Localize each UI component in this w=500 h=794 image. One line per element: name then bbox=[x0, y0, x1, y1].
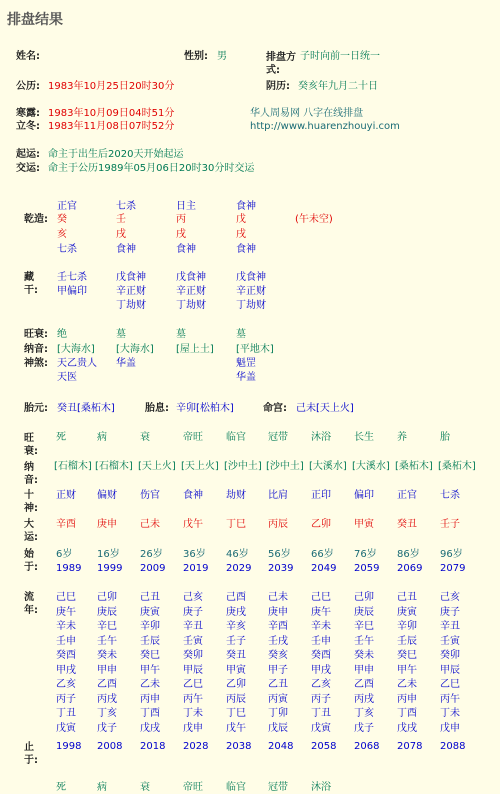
dayun-ganzhi: 丙辰 bbox=[268, 519, 288, 530]
dayun-end-year: 2028 bbox=[183, 741, 209, 752]
bottom-wangshuai: 帝旺 bbox=[183, 782, 203, 793]
dayun-age: 16岁 bbox=[97, 549, 120, 560]
liunian-item: 壬午 bbox=[354, 635, 374, 647]
liunian-item: 辛未 bbox=[56, 621, 76, 632]
dayun-shishen: 七杀 bbox=[440, 490, 460, 501]
shensha-item: 天乙贵人 bbox=[57, 358, 97, 369]
liunian-item: 丙戌 bbox=[97, 693, 117, 705]
lunar-value: 癸亥年九月二十日 bbox=[298, 81, 378, 92]
liunian-item: 壬戌 bbox=[268, 635, 288, 647]
canggan-item: 丁劫财 bbox=[176, 300, 206, 311]
liunian-item: 己亥 bbox=[440, 592, 460, 603]
liunian-item: 癸卯 bbox=[183, 650, 203, 661]
liunian-item: 辛丑 bbox=[183, 621, 203, 632]
dayun-wangshuai: 帝旺 bbox=[183, 432, 203, 443]
liunian-item: 己酉 bbox=[226, 592, 246, 603]
nayin-value: [大海水] bbox=[57, 344, 95, 355]
liunian-item: 乙巳 bbox=[183, 679, 203, 690]
liunian-item: 乙酉 bbox=[354, 679, 374, 690]
wangshuai-value: 绝 bbox=[57, 329, 67, 340]
dayun-nayin: [天上火] bbox=[138, 461, 176, 472]
page-title: 排盘结果 bbox=[7, 12, 63, 28]
pillar-shishen: 食神 bbox=[236, 201, 256, 212]
liunian-item: 壬辰 bbox=[140, 635, 160, 647]
liunian-item: 戊午 bbox=[226, 722, 246, 734]
liunian-item: 丙辰 bbox=[226, 693, 246, 705]
dayun-row-label: 纳音: bbox=[24, 462, 38, 486]
liunian-item: 丁亥 bbox=[354, 708, 374, 719]
liunian-item: 甲辰 bbox=[183, 664, 203, 676]
nayin-value: [屋上土] bbox=[176, 344, 214, 355]
liunian-item: 丁酉 bbox=[140, 708, 160, 719]
dayun-end-year: 2048 bbox=[268, 741, 294, 752]
dayun-wangshuai: 沐浴 bbox=[311, 432, 331, 443]
dayun-wangshuai: 死 bbox=[56, 432, 66, 443]
liunian-item: 乙亥 bbox=[311, 679, 331, 690]
taixi-label: 胎息: bbox=[145, 403, 169, 414]
dayun-shishen: 食神 bbox=[183, 490, 203, 501]
dayun-nayin: [沙中土] bbox=[266, 461, 304, 472]
liunian-item: 乙卯 bbox=[226, 679, 246, 690]
dayun-shishen: 比肩 bbox=[268, 490, 288, 501]
liunian-item: 癸未 bbox=[97, 650, 117, 661]
liunian-item: 戊戌 bbox=[140, 722, 160, 734]
dayun-start-year: 2039 bbox=[268, 563, 294, 574]
liunian-item: 丁未 bbox=[183, 708, 203, 719]
shensha-item: 天医 bbox=[57, 372, 77, 383]
canggan-item: 丁劫财 bbox=[116, 300, 146, 311]
liunian-item: 辛巳 bbox=[354, 621, 374, 632]
liunian-item: 庚子 bbox=[183, 606, 203, 618]
liunian-item: 甲子 bbox=[268, 664, 288, 676]
dayun-age: 76岁 bbox=[354, 549, 377, 560]
dayun-nayin: [石榴木] bbox=[54, 461, 92, 472]
solar-label: 公历: bbox=[16, 81, 40, 92]
taiyuan-label: 胎元: bbox=[24, 403, 48, 414]
dayun-start-year: 1989 bbox=[56, 563, 82, 574]
dayun-row-label: 旺衰: bbox=[24, 433, 38, 457]
pillar-shishen: 正官 bbox=[57, 201, 77, 212]
liunian-item: 辛亥 bbox=[226, 621, 246, 632]
pillar-shishen: 七杀 bbox=[116, 201, 136, 212]
liunian-item: 丁巳 bbox=[226, 708, 246, 719]
dayun-nayin: [大溪水] bbox=[309, 461, 347, 472]
lidong-label: 立冬: bbox=[16, 121, 40, 132]
pillar-zhi: 亥 bbox=[57, 229, 67, 240]
solar-value: 1983年10月25日20时30分 bbox=[48, 81, 175, 92]
liunian-item: 己亥 bbox=[183, 592, 203, 603]
jiaoyun-value: 命主于公历1989年05月06日20时30分时交运 bbox=[48, 163, 255, 174]
liunian-item: 丙戌 bbox=[354, 693, 374, 705]
method-label: 排盘方式: bbox=[266, 52, 296, 76]
liunian-item: 庚申 bbox=[268, 606, 288, 618]
liunian-item: 甲辰 bbox=[440, 664, 460, 676]
liunian-item: 癸未 bbox=[354, 650, 374, 661]
liunian-item: 乙未 bbox=[140, 679, 160, 690]
liunian-item: 丙子 bbox=[56, 693, 76, 705]
method-value: 子时向前一日统一 bbox=[300, 51, 380, 62]
liunian-item: 庚子 bbox=[440, 606, 460, 618]
minggong-label: 命宫: bbox=[263, 403, 287, 414]
bottom-wangshuai: 临官 bbox=[226, 782, 246, 793]
qianzao-label: 乾造: bbox=[24, 214, 48, 225]
liunian-item: 己卯 bbox=[354, 592, 374, 603]
dayun-row-label: 始于: bbox=[24, 549, 38, 573]
liunian-item: 壬子 bbox=[226, 635, 246, 647]
qiyun-label: 起运: bbox=[16, 149, 40, 160]
jiaoyun-label: 交运: bbox=[16, 163, 40, 174]
liunian-item: 丁卯 bbox=[268, 708, 288, 719]
liunian-item: 甲申 bbox=[97, 664, 117, 676]
canggan-item: 甲偏印 bbox=[57, 286, 87, 297]
dayun-end-year: 2058 bbox=[311, 741, 337, 752]
liunian-item: 戊子 bbox=[354, 722, 374, 734]
liunian-item: 庚午 bbox=[56, 606, 76, 618]
canggan-item: 戊食神 bbox=[116, 272, 146, 283]
liunian-item: 丙午 bbox=[440, 693, 460, 705]
dayun-ganzhi: 乙卯 bbox=[311, 519, 331, 530]
liunian-item: 己未 bbox=[268, 592, 288, 603]
dayun-end-year: 2018 bbox=[140, 741, 166, 752]
dayun-start-year: 2059 bbox=[354, 563, 380, 574]
nayin-label: 纳音: bbox=[24, 344, 48, 355]
shensha-item: 魁罡 bbox=[236, 358, 256, 369]
liunian-item: 辛酉 bbox=[268, 621, 288, 632]
dayun-start-year: 2019 bbox=[183, 563, 209, 574]
liunian-item: 戊申 bbox=[183, 722, 203, 734]
dayun-start-year: 2079 bbox=[440, 563, 466, 574]
wangshuai-value: 墓 bbox=[176, 329, 186, 340]
liunian-item: 乙巳 bbox=[440, 679, 460, 690]
dayun-nayin: [沙中土] bbox=[224, 461, 262, 472]
pillar-gan: 丙 bbox=[176, 214, 186, 225]
liunian-item: 辛未 bbox=[311, 621, 331, 632]
dayun-age: 66岁 bbox=[311, 549, 334, 560]
liunian-item: 癸丑 bbox=[226, 650, 246, 661]
dayun-end-year: 2088 bbox=[440, 741, 466, 752]
liunian-item: 辛卯 bbox=[140, 621, 160, 632]
liunian-item: 庚戌 bbox=[226, 606, 246, 618]
dayun-age: 56岁 bbox=[268, 549, 291, 560]
pillar-gan: 壬 bbox=[116, 214, 126, 225]
dayun-end-year: 2078 bbox=[397, 741, 423, 752]
liunian-item: 庚寅 bbox=[140, 606, 160, 618]
dayun-ganzhi: 辛酉 bbox=[56, 519, 76, 530]
dayun-end-year: 2008 bbox=[97, 741, 123, 752]
liunian-item: 己丑 bbox=[140, 592, 160, 603]
dayun-row-label: 流年: bbox=[24, 592, 38, 616]
liunian-item: 甲戌 bbox=[56, 664, 76, 676]
liunian-item: 丁丑 bbox=[311, 708, 331, 719]
dayun-ganzhi: 丁巳 bbox=[226, 519, 246, 530]
canggan-item: 戊食神 bbox=[176, 272, 206, 283]
bottom-wangshuai: 衰 bbox=[140, 782, 150, 793]
liunian-item: 甲戌 bbox=[311, 664, 331, 676]
dayun-ganzhi: 庚申 bbox=[97, 519, 117, 530]
liunian-item: 丁未 bbox=[440, 708, 460, 719]
bottom-wangshuai: 沐浴 bbox=[311, 782, 331, 793]
liunian-item: 辛卯 bbox=[397, 621, 417, 632]
minggong-value: 己未[天上火] bbox=[296, 403, 354, 414]
pillar-zhi-shishen: 七杀 bbox=[57, 244, 77, 255]
dayun-start-year: 2029 bbox=[226, 563, 252, 574]
dayun-age: 86岁 bbox=[397, 549, 420, 560]
dayun-ganzhi: 癸丑 bbox=[397, 519, 417, 530]
shensha-label: 神煞: bbox=[24, 358, 48, 369]
gender-label: 性别: bbox=[184, 51, 208, 62]
kong-value: (午未空) bbox=[295, 214, 333, 225]
dayun-row-label: 十神: bbox=[24, 490, 38, 514]
dayun-shishen: 偏财 bbox=[97, 490, 117, 501]
liunian-item: 甲午 bbox=[140, 664, 160, 676]
wangshuai-value: 墓 bbox=[116, 329, 126, 340]
liunian-item: 壬申 bbox=[56, 635, 76, 647]
pillar-zhi: 戌 bbox=[236, 229, 246, 240]
dayun-nayin: [桑柘木] bbox=[438, 461, 476, 472]
pillar-gan: 癸 bbox=[57, 214, 67, 225]
liunian-item: 丙寅 bbox=[268, 693, 288, 705]
canggan-item: 戊食神 bbox=[236, 272, 266, 283]
liunian-item: 乙酉 bbox=[97, 679, 117, 690]
dayun-age: 96岁 bbox=[440, 549, 463, 560]
liunian-item: 丁丑 bbox=[56, 708, 76, 719]
pillar-zhi-shishen: 食神 bbox=[176, 244, 196, 255]
shensha-item: 华盖 bbox=[236, 372, 256, 383]
dayun-shishen: 劫财 bbox=[226, 490, 246, 501]
liunian-item: 丙子 bbox=[311, 693, 331, 705]
liunian-item: 壬辰 bbox=[397, 635, 417, 647]
dayun-end-year: 1998 bbox=[56, 741, 82, 752]
dayun-end-year: 2038 bbox=[226, 741, 252, 752]
dayun-shishen: 伤官 bbox=[140, 490, 160, 501]
pillar-shishen: 日主 bbox=[176, 201, 196, 212]
liunian-item: 癸卯 bbox=[440, 650, 460, 661]
gender-value: 男 bbox=[217, 51, 227, 62]
dayun-age: 26岁 bbox=[140, 549, 163, 560]
dayun-age: 6岁 bbox=[56, 549, 73, 560]
wangshuai-value: 墓 bbox=[236, 329, 246, 340]
bottom-wangshuai: 冠带 bbox=[268, 782, 288, 793]
canggan-item: 辛正财 bbox=[236, 286, 266, 297]
dayun-nayin: [石榴木] bbox=[95, 461, 133, 472]
liunian-item: 戊戌 bbox=[397, 722, 417, 734]
liunian-item: 壬申 bbox=[311, 635, 331, 647]
liunian-item: 辛丑 bbox=[440, 621, 460, 632]
pillar-zhi-shishen: 食神 bbox=[236, 244, 256, 255]
dayun-start-year: 2049 bbox=[311, 563, 337, 574]
dayun-shishen: 正印 bbox=[311, 490, 331, 501]
lunar-label: 阴历: bbox=[266, 81, 290, 92]
dayun-wangshuai: 衰 bbox=[140, 432, 150, 443]
hanlu-label: 寒露: bbox=[16, 108, 40, 119]
liunian-item: 戊子 bbox=[97, 722, 117, 734]
site-url-link[interactable]: http://www.huarenzhouyi.com bbox=[250, 121, 400, 132]
liunian-item: 庚午 bbox=[311, 606, 331, 618]
dayun-wangshuai: 长生 bbox=[354, 432, 374, 443]
dayun-ganzhi: 己未 bbox=[140, 519, 160, 530]
dayun-end-year: 2068 bbox=[354, 741, 380, 752]
dayun-nayin: [天上火] bbox=[181, 461, 219, 472]
dayun-shishen: 正财 bbox=[56, 490, 76, 501]
dayun-ganzhi: 壬子 bbox=[440, 519, 460, 530]
canggan-item: 壬七杀 bbox=[57, 272, 87, 283]
pillar-gan: 戊 bbox=[236, 214, 246, 225]
liunian-item: 癸酉 bbox=[56, 650, 76, 661]
liunian-item: 壬寅 bbox=[440, 635, 460, 647]
dayun-age: 36岁 bbox=[183, 549, 206, 560]
liunian-item: 丙申 bbox=[397, 693, 417, 705]
dayun-shishen: 正官 bbox=[397, 490, 417, 501]
dayun-wangshuai: 临官 bbox=[226, 432, 246, 443]
dayun-ganzhi: 戊午 bbox=[183, 519, 203, 530]
nayin-value: [平地木] bbox=[236, 344, 274, 355]
liunian-item: 丁酉 bbox=[397, 708, 417, 719]
dayun-age: 46岁 bbox=[226, 549, 249, 560]
liunian-item: 己巳 bbox=[56, 592, 76, 603]
dayun-wangshuai: 病 bbox=[97, 432, 107, 443]
canggan-item: 辛正财 bbox=[176, 286, 206, 297]
liunian-item: 庚辰 bbox=[354, 606, 374, 618]
taixi-value: 辛卯[松柏木] bbox=[176, 403, 234, 414]
lidong-value: 1983年11月08日07时52分 bbox=[48, 121, 175, 132]
dayun-row-label: 止于: bbox=[24, 742, 38, 766]
liunian-item: 丙申 bbox=[140, 693, 160, 705]
liunian-item: 壬午 bbox=[97, 635, 117, 647]
pillar-zhi-shishen: 食神 bbox=[116, 244, 136, 255]
liunian-item: 甲午 bbox=[397, 664, 417, 676]
liunian-item: 丁亥 bbox=[97, 708, 117, 719]
canggan-label: 藏干: bbox=[24, 272, 38, 296]
liunian-item: 乙亥 bbox=[56, 679, 76, 690]
liunian-item: 庚寅 bbox=[397, 606, 417, 618]
liunian-item: 癸亥 bbox=[268, 650, 288, 661]
liunian-item: 甲寅 bbox=[226, 664, 246, 676]
pillar-zhi: 戌 bbox=[116, 229, 126, 240]
dayun-ganzhi: 甲寅 bbox=[354, 519, 374, 530]
site-name[interactable]: 华人周易网 八字在线排盘 bbox=[250, 108, 364, 119]
canggan-item: 辛正财 bbox=[116, 286, 146, 297]
dayun-start-year: 2069 bbox=[397, 563, 423, 574]
liunian-item: 壬寅 bbox=[183, 635, 203, 647]
liunian-item: 甲申 bbox=[354, 664, 374, 676]
dayun-shishen: 偏印 bbox=[354, 490, 374, 501]
liunian-item: 乙丑 bbox=[268, 679, 288, 690]
bottom-wangshuai: 病 bbox=[97, 782, 107, 793]
bottom-wangshuai: 死 bbox=[56, 782, 66, 793]
shensha-item: 华盖 bbox=[116, 358, 136, 369]
wangshuai-label: 旺衰: bbox=[24, 329, 48, 340]
name-label: 姓名: bbox=[16, 51, 40, 62]
qiyun-value: 命主于出生后2020天开始起运 bbox=[48, 149, 184, 160]
dayun-wangshuai: 养 bbox=[397, 432, 407, 443]
dayun-wangshuai: 胎 bbox=[440, 432, 450, 443]
dayun-wangshuai: 冠带 bbox=[268, 432, 288, 443]
liunian-item: 己巳 bbox=[311, 592, 331, 603]
liunian-item: 癸酉 bbox=[311, 650, 331, 661]
dayun-start-year: 1999 bbox=[97, 563, 123, 574]
pillar-zhi: 戌 bbox=[176, 229, 186, 240]
liunian-item: 己卯 bbox=[97, 592, 117, 603]
liunian-item: 丙午 bbox=[183, 693, 203, 705]
canggan-item: 丁劫财 bbox=[236, 300, 266, 311]
liunian-item: 辛巳 bbox=[97, 621, 117, 632]
nayin-value: [大海水] bbox=[116, 344, 154, 355]
dayun-nayin: [桑柘木] bbox=[395, 461, 433, 472]
liunian-item: 庚辰 bbox=[97, 606, 117, 618]
liunian-item: 癸巳 bbox=[397, 650, 417, 661]
dayun-start-year: 2009 bbox=[140, 563, 166, 574]
hanlu-value: 1983年10月09日04时51分 bbox=[48, 108, 175, 119]
liunian-item: 己丑 bbox=[397, 592, 417, 603]
liunian-item: 乙未 bbox=[397, 679, 417, 690]
dayun-row-label: 大运: bbox=[24, 519, 38, 543]
dayun-nayin: [大溪水] bbox=[352, 461, 390, 472]
liunian-item: 癸巳 bbox=[140, 650, 160, 661]
taiyuan-value: 癸丑[桑柘木] bbox=[57, 403, 115, 414]
liunian-item: 戊寅 bbox=[56, 722, 76, 734]
liunian-item: 戊寅 bbox=[311, 722, 331, 734]
liunian-item: 戊申 bbox=[440, 722, 460, 734]
liunian-item: 戊辰 bbox=[268, 722, 288, 734]
